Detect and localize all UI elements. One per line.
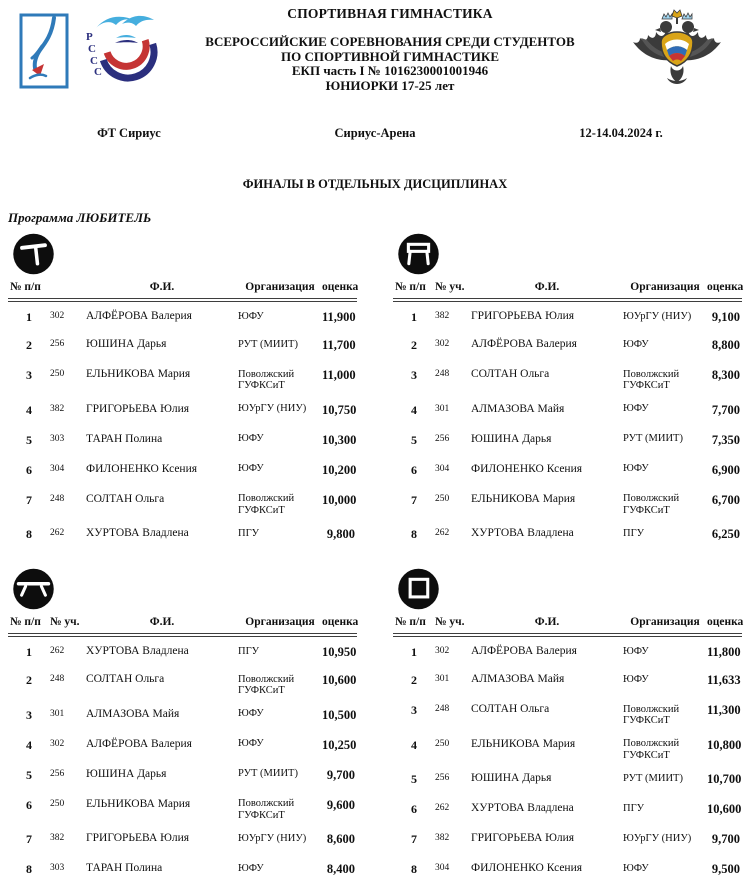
score-cell: 10,700 <box>707 772 742 786</box>
section-title: ФИНАЛЫ В ОТДЕЛЬНЫХ ДИСЦИПЛИНАХ <box>242 177 508 191</box>
organization-cell: ЮУрГУ (НИУ) <box>623 310 692 322</box>
rank-cell: 8 <box>26 862 32 876</box>
athlete-name-cell: ФИЛОНЕНКО Ксения <box>471 862 583 874</box>
athlete-number-cell: 304 <box>435 463 450 474</box>
athlete-name-cell: ГРИГОРЬЕВА Юлия <box>471 832 575 844</box>
athlete-number-cell: 248 <box>435 369 450 379</box>
organization-cell: ЮФУ <box>238 310 264 322</box>
balance-beam-results-table <box>8 612 357 884</box>
score-cell: 6,900 <box>711 462 740 477</box>
rank-cell: 5 <box>411 432 417 447</box>
athlete-name-cell: ФИЛОНЕНКО Ксения <box>86 462 198 475</box>
rank-cell: 8 <box>411 527 417 541</box>
col-organization: Организация <box>623 612 707 635</box>
organization-cell: Поволжский ГУФКСиТ <box>623 738 680 761</box>
athlete-number-cell: 250 <box>50 369 65 379</box>
rank-cell: 1 <box>26 310 32 324</box>
table-row <box>8 700 357 730</box>
rank-cell: 2 <box>411 673 417 687</box>
score-cell: 8,300 <box>711 368 740 382</box>
score-cell: 7,350 <box>711 432 740 447</box>
score-cell: 11,300 <box>707 703 741 717</box>
program-label: Программа ЛЮБИТЕЛЬ <box>8 210 152 225</box>
table-row <box>8 360 357 395</box>
score-cell: 6,700 <box>711 492 740 507</box>
organization-cell: ПГУ <box>238 527 260 539</box>
athlete-name-cell: ЮШИНА Дарья <box>471 772 552 784</box>
ministry-emblem <box>609 4 744 99</box>
rank-cell: 4 <box>26 737 32 752</box>
vault-results-table <box>8 277 357 549</box>
rank-cell: 7 <box>411 832 417 846</box>
rank-cell: 8 <box>411 862 417 876</box>
athlete-number-cell: 303 <box>50 863 65 873</box>
floor-exercise-icon <box>395 567 442 611</box>
organization-cell: ЮУрГУ (НИУ) <box>623 832 692 844</box>
athlete-number-cell: 248 <box>435 704 450 714</box>
athlete-number-cell: 382 <box>50 403 65 414</box>
athlete-number-cell: 382 <box>435 311 450 321</box>
rank-cell: 4 <box>411 737 417 752</box>
athlete-name-cell: ТАРАН Полина <box>86 862 163 874</box>
athlete-number-cell: 382 <box>50 833 65 843</box>
rank-cell: 1 <box>411 645 417 659</box>
score-cell: 11,800 <box>707 645 741 659</box>
score-cell: 9,700 <box>711 832 740 846</box>
score-cell: 10,300 <box>322 432 357 447</box>
vault-icon <box>10 232 57 276</box>
athlete-name-cell: АЛФЁРОВА Валерия <box>471 645 577 657</box>
athlete-number-cell: 302 <box>50 738 65 749</box>
table-row <box>393 635 742 665</box>
athlete-name-cell: ФИЛОНЕНКО Ксения <box>471 462 583 475</box>
ekp-number: ЕКП часть I № 1016230001001946 <box>291 63 489 79</box>
score-cell: 10,750 <box>322 402 357 417</box>
table-row <box>393 730 742 765</box>
col-number: № уч. <box>435 612 471 635</box>
score-cell: 8,400 <box>326 862 355 876</box>
organization-cell: ЮФУ <box>623 403 649 414</box>
athlete-name-cell: ХУРТОВА Владлена <box>471 527 574 539</box>
col-name: Ф.И. <box>471 277 623 300</box>
col-organization: Организация <box>238 612 322 635</box>
col-rank: № п/п <box>393 277 435 300</box>
athlete-name-cell: АЛФЁРОВА Валерия <box>86 737 192 750</box>
score-cell: 9,600 <box>326 797 355 812</box>
athlete-name-cell: СОЛТАН Ольга <box>86 492 165 505</box>
table-row <box>8 425 357 455</box>
table-row <box>8 730 357 760</box>
table-header-row <box>393 612 742 635</box>
floor-exercise-results-section <box>393 565 742 884</box>
score-cell: 9,100 <box>711 310 740 324</box>
rank-cell: 8 <box>26 527 32 541</box>
table-row <box>8 760 357 790</box>
table-row <box>393 455 742 485</box>
score-cell: 7,700 <box>711 402 740 417</box>
organization-cell: Поволжский ГУФКСиТ <box>238 798 295 821</box>
score-cell: 10,200 <box>322 462 357 477</box>
table-row <box>8 455 357 485</box>
table-row <box>8 519 357 549</box>
athlete-name-cell: ГРИГОРЬЕВА Юлия <box>471 310 575 322</box>
svg-text:С: С <box>88 43 96 55</box>
balance-beam-table-body <box>8 635 357 884</box>
col-number: № уч. <box>50 612 86 635</box>
uneven-bars-results-table <box>393 277 742 549</box>
col-score: оценка <box>707 612 742 635</box>
organization-cell: Поволжский ГУФКСиТ <box>238 368 295 391</box>
col-score: оценка <box>707 277 742 300</box>
uneven-bars-results-section <box>393 230 742 549</box>
athlete-name-cell: ЮШИНА Дарья <box>471 432 552 445</box>
score-cell: 10,000 <box>322 492 357 507</box>
athlete-name-cell: СОЛТАН Ольга <box>86 673 165 685</box>
table-row <box>8 330 357 360</box>
rank-cell: 1 <box>26 645 32 659</box>
athlete-name-cell: ХУРТОВА Владлена <box>86 645 189 657</box>
score-cell: 11,700 <box>322 338 356 352</box>
ministry-of-sport-eagle-icon <box>627 8 727 99</box>
table-header-row <box>8 612 357 635</box>
athlete-number-cell: 250 <box>435 493 450 504</box>
col-score: оценка <box>322 277 357 300</box>
organization-cell: ЮФУ <box>623 338 649 350</box>
organization-cell: Поволжский ГУФКСиТ <box>623 703 680 726</box>
athlete-number-cell: 262 <box>435 528 450 538</box>
athlete-name-cell: АЛМАЗОВА Майя <box>471 673 565 685</box>
score-cell: 11,900 <box>322 310 356 324</box>
age-category: ЮНИОРКИ 17-25 лет <box>325 77 455 93</box>
table-row <box>393 695 742 730</box>
table-row <box>393 824 742 854</box>
table-row <box>8 395 357 425</box>
vault-results-section <box>8 230 357 549</box>
athlete-name-cell: ГРИГОРЬЕВА Юлия <box>86 832 190 844</box>
floor-exercise-results-table <box>393 612 742 884</box>
score-cell: 9,500 <box>711 862 740 876</box>
rank-cell: 2 <box>411 338 417 352</box>
organization-cell: ЮФУ <box>238 862 264 874</box>
table-row <box>8 790 357 825</box>
organization-cell: Поволжский ГУФКСиТ <box>623 493 680 516</box>
balance-beam-icon <box>10 567 57 611</box>
rank-cell: 6 <box>411 462 417 477</box>
col-name: Ф.И. <box>86 612 238 635</box>
athlete-number-cell: 248 <box>50 493 65 504</box>
rank-cell: 7 <box>26 832 32 846</box>
svg-text:С: С <box>94 66 102 78</box>
athlete-name-cell: ЕЛЬНИКОВА Мария <box>471 492 576 505</box>
organization-cell: ЮУрГУ (НИУ) <box>238 403 307 414</box>
athlete-number-cell: 302 <box>435 339 450 349</box>
organization-cell: ЮФУ <box>623 673 649 685</box>
athlete-name-cell: АЛФЁРОВА Валерия <box>86 310 192 322</box>
results-tables-grid <box>6 230 744 884</box>
event-dates: 12-14.04.2024 г. <box>579 126 663 140</box>
competition-title-line1: ВСЕРОССИЙСКИЕ СОРЕВНОВАНИЯ СРЕДИ СТУДЕНТОВ <box>205 34 575 49</box>
athlete-number-cell: 256 <box>435 433 450 444</box>
organization-cell: ЮФУ <box>623 463 649 474</box>
score-cell: 9,800 <box>326 527 355 541</box>
athlete-number-cell: 262 <box>435 803 450 813</box>
table-row <box>393 519 742 549</box>
score-cell: 8,800 <box>711 338 740 352</box>
uneven-bars-icon <box>395 232 442 276</box>
score-cell: 10,600 <box>707 802 742 816</box>
rank-cell: 6 <box>26 462 32 477</box>
organization-cell: ПГУ <box>623 527 645 539</box>
rsss-logo-icon <box>82 12 164 87</box>
athlete-name-cell: ХУРТОВА Владлена <box>471 802 574 814</box>
header-text-block <box>171 4 609 93</box>
svg-text:Р: Р <box>86 31 93 43</box>
vault-table-body <box>8 300 357 549</box>
table-row <box>393 330 742 360</box>
rank-cell: 6 <box>411 802 417 816</box>
col-name: Ф.И. <box>471 612 623 635</box>
table-row <box>8 824 357 854</box>
col-rank: № п/п <box>8 277 50 300</box>
table-row <box>393 425 742 455</box>
rank-cell: 2 <box>26 338 32 352</box>
rank-cell: 3 <box>26 368 32 382</box>
athlete-name-cell: СОЛТАН Ольга <box>471 703 550 715</box>
organization-cell: Поволжский ГУФКСиТ <box>238 673 295 696</box>
federation-name: ФТ Сириус <box>97 126 161 140</box>
score-cell: 10,800 <box>707 737 742 752</box>
rank-cell: 3 <box>26 707 32 722</box>
table-row <box>8 854 357 884</box>
organization-cell: РУТ (МИИТ) <box>238 768 298 779</box>
athlete-name-cell: ГРИГОРЬЕВА Юлия <box>86 402 190 415</box>
athlete-number-cell: 248 <box>50 674 65 684</box>
athlete-name-cell: ХУРТОВА Владлена <box>86 527 189 539</box>
competition-title-line2: ПО СПОРТИВНОЙ ГИМНАСТИКЕ <box>281 48 499 64</box>
athlete-number-cell: 304 <box>50 463 65 474</box>
athlete-name-cell: ЕЛЬНИКОВА Мария <box>86 368 191 380</box>
athlete-number-cell: 301 <box>435 674 450 684</box>
athlete-number-cell: 382 <box>435 833 450 843</box>
athlete-name-cell: ЕЛЬНИКОВА Мария <box>471 737 576 750</box>
athlete-number-cell: 256 <box>50 768 65 779</box>
rank-cell: 4 <box>411 402 417 417</box>
table-row <box>393 764 742 794</box>
table-row <box>8 665 357 700</box>
table-header-row <box>8 277 357 300</box>
col-score: оценка <box>322 612 357 635</box>
athlete-name-cell: АЛМАЗОВА Майя <box>86 707 180 720</box>
left-logos <box>6 4 171 95</box>
athlete-number-cell: 262 <box>50 528 65 538</box>
balance-beam-results-section <box>8 565 357 884</box>
svg-text:С: С <box>90 55 98 67</box>
table-row <box>393 360 742 395</box>
table-row <box>8 300 357 330</box>
rank-cell: 3 <box>411 368 417 382</box>
athlete-number-cell: 302 <box>435 646 450 656</box>
athlete-number-cell: 250 <box>50 798 65 809</box>
table-row <box>393 300 742 330</box>
table-row <box>393 395 742 425</box>
score-cell: 11,633 <box>707 673 741 687</box>
col-rank: № п/п <box>393 612 435 635</box>
athlete-number-cell: 304 <box>435 863 450 873</box>
table-row <box>393 854 742 884</box>
uneven-bars-table-body <box>393 300 742 549</box>
athlete-number-cell: 262 <box>50 646 65 656</box>
score-cell: 6,250 <box>711 527 740 541</box>
rank-cell: 6 <box>26 797 32 812</box>
organization-cell: ЮФУ <box>238 433 264 444</box>
athlete-number-cell: 301 <box>435 403 450 414</box>
venue-name: Сириус-Арена <box>334 126 416 140</box>
col-name: Ф.И. <box>86 277 238 300</box>
score-cell: 10,250 <box>322 737 357 752</box>
event-info-row <box>6 126 744 141</box>
rank-cell: 4 <box>26 402 32 417</box>
table-row <box>8 485 357 520</box>
table-row <box>393 485 742 520</box>
organization-cell: ЮФУ <box>238 738 264 749</box>
athlete-name-cell: ЮШИНА Дарья <box>86 338 167 350</box>
rank-cell: 5 <box>26 432 32 447</box>
athlete-number-cell: 303 <box>50 433 65 444</box>
rank-cell: 7 <box>411 492 417 507</box>
athlete-number-cell: 302 <box>50 311 65 321</box>
score-cell: 10,500 <box>322 707 357 722</box>
organization-cell: ЮУрГУ (НИУ) <box>238 832 307 844</box>
rank-cell: 5 <box>411 772 417 786</box>
score-cell: 10,600 <box>322 673 357 687</box>
table-header-row <box>393 277 742 300</box>
col-rank: № п/п <box>8 612 50 635</box>
floor-exercise-table-body <box>393 635 742 884</box>
organization-cell: ПГУ <box>623 802 645 814</box>
athlete-number-cell: 250 <box>435 738 450 749</box>
rank-cell: 1 <box>411 310 417 324</box>
athlete-name-cell: АЛМАЗОВА Майя <box>471 402 565 415</box>
athlete-name-cell: СОЛТАН Ольга <box>471 368 550 380</box>
athlete-name-cell: ТАРАН Полина <box>86 432 163 445</box>
score-cell: 9,700 <box>326 767 355 782</box>
organization-cell: Поволжский ГУФКСиТ <box>623 368 680 391</box>
col-number: № уч. <box>435 277 471 300</box>
organization-cell: Поволжский ГУФКСиТ <box>238 493 295 516</box>
document-header <box>6 4 744 99</box>
athlete-number-cell: 301 <box>50 708 65 719</box>
rank-cell: 2 <box>26 673 32 687</box>
table-row <box>393 665 742 695</box>
athlete-name-cell: АЛФЁРОВА Валерия <box>471 338 577 350</box>
organization-cell: ЮФУ <box>238 708 264 719</box>
organization-cell: ПГУ <box>238 645 260 657</box>
col-organization: Организация <box>623 277 707 300</box>
organization-cell: ЮФУ <box>623 862 649 874</box>
score-cell: 8,600 <box>326 832 355 846</box>
score-cell: 11,000 <box>322 368 356 382</box>
col-number <box>50 277 86 300</box>
rank-cell: 5 <box>26 767 32 782</box>
sport-title: СПОРТИВНАЯ ГИМНАСТИКА <box>287 6 493 21</box>
gymnastics-federation-logo-icon <box>18 12 70 95</box>
score-cell: 10,950 <box>322 645 357 659</box>
organization-cell: РУТ (МИИТ) <box>623 772 683 784</box>
rank-cell: 3 <box>411 703 417 717</box>
organization-cell: ЮФУ <box>623 645 649 657</box>
table-row <box>8 635 357 665</box>
athlete-name-cell: ЮШИНА Дарья <box>86 767 167 780</box>
organization-cell: РУТ (МИИТ) <box>238 338 298 350</box>
col-organization: Организация <box>238 277 322 300</box>
rank-cell: 7 <box>26 492 32 507</box>
organization-cell: РУТ (МИИТ) <box>623 433 683 444</box>
organization-cell: ЮФУ <box>238 463 264 474</box>
athlete-number-cell: 256 <box>435 773 450 783</box>
athlete-name-cell: ЕЛЬНИКОВА Мария <box>86 797 191 810</box>
athlete-number-cell: 256 <box>50 339 65 349</box>
table-row <box>393 794 742 824</box>
